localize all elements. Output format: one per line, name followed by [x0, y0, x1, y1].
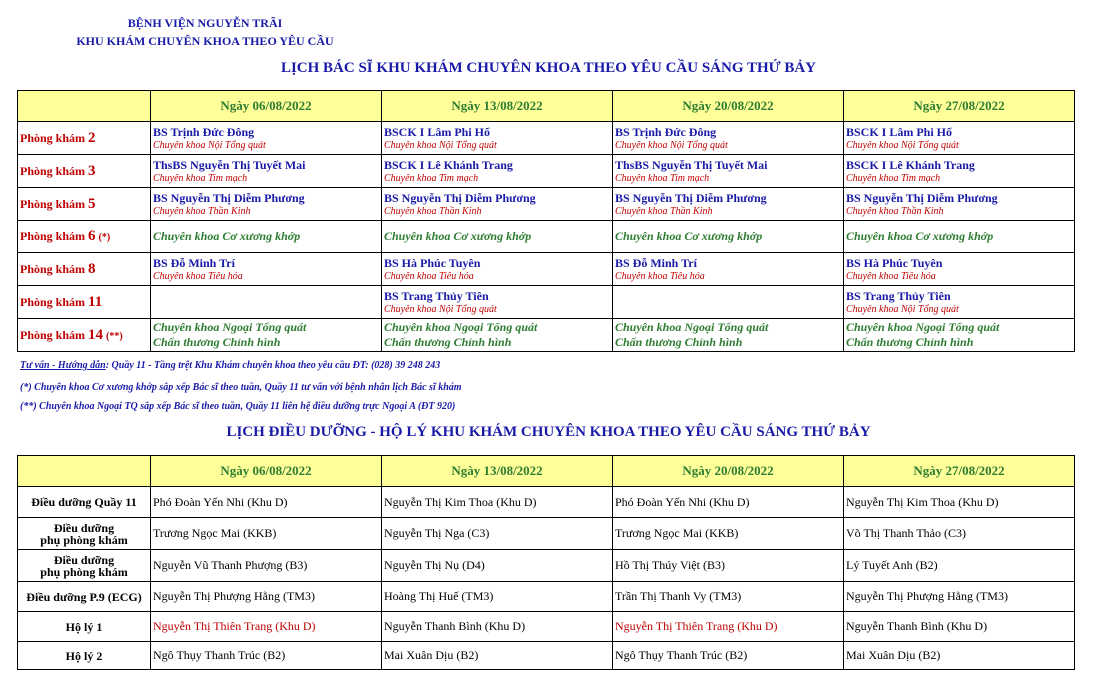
specialty-note: Chuyên khoa Cơ xương khớp [384, 229, 532, 243]
nurse-schedule-table [17, 455, 1075, 670]
staff-name: Phó Đoàn Yến Nhi (Khu D) [613, 487, 844, 518]
specialty-note: Chấn thương Chỉnh hình [384, 335, 512, 349]
specialty-note: Chấn thương Chỉnh hình [615, 335, 743, 349]
role-label: Hộ lý 2 [65, 648, 103, 663]
specialty-name: Chuyên khoa Tiêu hóa [615, 270, 705, 282]
header-corner-cell [18, 456, 151, 487]
date-header: Ngày 06/08/2022 [151, 91, 382, 122]
schedule-cell [151, 188, 382, 221]
room-label: Phòng khám [20, 327, 86, 342]
specialty-name: Chuyên khoa Thần Kinh [153, 205, 251, 217]
specialty-name: Chuyên khoa Nội Tổng quát [846, 303, 959, 315]
doctor-name: ThsBS Nguyễn Thị Tuyết Mai [153, 157, 306, 172]
room-cell [18, 253, 151, 286]
schedule-cell [844, 286, 1075, 319]
room-label: Phòng khám [20, 229, 86, 243]
specialty-name: Chuyên khoa Nội Tổng quát [384, 303, 497, 315]
room-label: Phòng khám [20, 294, 86, 309]
specialty-name: Chuyên khoa Tim mạch [615, 172, 710, 184]
schedule-cell [844, 253, 1075, 286]
schedule-cell [382, 319, 613, 352]
date-header: Ngày 27/08/2022 [844, 456, 1075, 487]
doctor-table-row [18, 286, 1075, 319]
staff-name: Trương Ngọc Mai (KKB) [613, 518, 844, 550]
room-number: 14 [88, 326, 104, 343]
schedule-cell [151, 155, 382, 188]
date-header: Ngày 06/08/2022 [151, 456, 382, 487]
doctor-name: BS Trang Thủy Tiên [384, 288, 489, 303]
doctor-name: ThsBS Nguyễn Thị Tuyết Mai [615, 157, 768, 172]
schedule-cell [613, 319, 844, 352]
staff-name: Mai Xuân Dịu (B2) [844, 642, 1075, 670]
staff-name: Nguyễn Thị Thiên Trang (Khu D) [613, 612, 844, 642]
specialty-note: Chuyên khoa Ngoại Tổng quát [846, 320, 1000, 334]
schedule-cell [844, 122, 1075, 155]
doctor-name: BS Hà Phúc Tuyên [384, 255, 481, 270]
staff-name: Hoàng Thị Huế (TM3) [382, 582, 613, 612]
nurse-table-row [18, 518, 1075, 550]
doctor-name: BS Nguyễn Thị Diễm Phương [846, 190, 998, 205]
date-header: Ngày 13/08/2022 [382, 456, 613, 487]
schedule-cell [382, 286, 613, 319]
staff-name: Ngô Thụy Thanh Trúc (B2) [613, 642, 844, 670]
contact-text: : Quầy 11 - Tầng trệt Khu Khám chuyên khoa theo yêu cầu ĐT: (028) 39 248 243 [105, 360, 441, 371]
role-label: Điều dưỡng Quầy 11 [31, 495, 137, 509]
nurse-table-row [18, 487, 1075, 518]
specialty-name: Chuyên khoa Nội Tổng quát [384, 139, 497, 151]
schedule-cell [613, 221, 844, 253]
date-header: Ngày 27/08/2022 [844, 91, 1075, 122]
staff-name: Phó Đoàn Yến Nhi (Khu D) [151, 487, 382, 518]
footnote-1: (*) Chuyên khoa Cơ xương khớp sắp xếp Bác sĩ theo tuần, Quầy 11 tư vấn với bệnh nhân lịch Bác sĩ khám [20, 382, 462, 393]
schedule-cell [151, 319, 382, 352]
room-mark: (*) [98, 232, 111, 243]
department-name: KHU KHÁM CHUYÊN KHOA THEO YÊU CẦU [76, 34, 334, 48]
staff-name: Nguyễn Thị Phượng Hằng (TM3) [844, 582, 1075, 612]
header-corner-cell [18, 91, 151, 122]
specialty-note: Chuyên khoa Ngoại Tổng quát [153, 320, 307, 334]
room-cell [18, 122, 151, 155]
schedule-cell [382, 155, 613, 188]
specialty-name: Chuyên khoa Nội Tổng quát [846, 139, 959, 151]
schedule-cell [613, 155, 844, 188]
nurse-schedule-title: LỊCH ĐIỀU DƯỠNG - HỘ LÝ KHU KHÁM CHUYÊN KHOA THEO YÊU CẦU SÁNG THỨ BẢY [226, 424, 871, 440]
doctor-name: BS Đỗ Minh Trí [615, 255, 697, 270]
room-number: 2 [88, 129, 96, 146]
doctor-table-row [18, 188, 1075, 221]
doctor-name: BS Nguyễn Thị Diễm Phương [615, 190, 767, 205]
staff-name: Nguyễn Thị Nụ (D4) [382, 550, 613, 582]
staff-name: Trương Ngọc Mai (KKB) [151, 518, 382, 550]
room-label: Phòng khám [20, 261, 86, 276]
specialty-name: Chuyên khoa Tim mạch [153, 172, 248, 184]
schedule-cell [151, 122, 382, 155]
specialty-name: Chuyên khoa Tim mạch [384, 172, 479, 184]
contact-label: Tư vấn - Hướng dẫn [20, 360, 106, 371]
role-cell [18, 642, 151, 670]
nurse-table-row [18, 612, 1075, 642]
doctor-name: BS Nguyễn Thị Diễm Phương [384, 190, 536, 205]
date-header: Ngày 13/08/2022 [382, 91, 613, 122]
role-cell [18, 487, 151, 518]
room-cell [18, 286, 151, 319]
schedule-cell [613, 188, 844, 221]
schedule-cell [151, 221, 382, 253]
specialty-note: Chuyên khoa Ngoại Tổng quát [615, 320, 769, 334]
role-cell [18, 550, 151, 582]
specialty-name: Chuyên khoa Thần Kinh [615, 205, 713, 217]
room-label: Phòng khám [20, 163, 86, 178]
doctor-table-row [18, 122, 1075, 155]
room-number: 8 [88, 260, 96, 277]
date-header: Ngày 20/08/2022 [613, 91, 844, 122]
staff-name: Hồ Thị Thúy Việt (B3) [613, 550, 844, 582]
doctor-name: BS Trịnh Đức Đông [153, 124, 255, 139]
specialty-note: Chuyên khoa Cơ xương khớp [153, 229, 301, 243]
room-number: 6 [88, 228, 96, 244]
nurse-table-row [18, 642, 1075, 670]
nurse-table-row [18, 582, 1075, 612]
doctor-table-row [18, 253, 1075, 286]
footnote-2: (**) Chuyên khoa Ngoại TQ sắp xếp Bác sĩ theo tuần, Quầy 11 liên hệ điều dưỡng trực Ngoại A (ĐT 920) [20, 401, 456, 412]
role-label: Điều dưỡng [53, 520, 115, 535]
schedule-cell [382, 221, 613, 253]
role-label: Điều dưỡng [53, 552, 115, 567]
schedule-cell [844, 188, 1075, 221]
schedule-cell [844, 319, 1075, 352]
schedule-cell [613, 286, 844, 319]
specialty-name: Chuyên khoa Thần Kinh [384, 205, 482, 217]
doctor-name: BS Hà Phúc Tuyên [846, 255, 943, 270]
doctor-name: BS Trịnh Đức Đông [615, 124, 717, 139]
room-cell [18, 188, 151, 221]
role-cell [18, 582, 151, 612]
room-label: Phòng khám [20, 196, 86, 211]
staff-name: Nguyễn Thanh Bình (Khu D) [382, 612, 613, 642]
staff-name: Nguyễn Thị Kim Thoa (Khu D) [382, 487, 613, 518]
hospital-name: BỆNH VIỆN NGUYỄN TRÃI [127, 16, 283, 30]
schedule-cell [382, 122, 613, 155]
doctor-name: BS Đỗ Minh Trí [153, 255, 235, 270]
schedule-cell [613, 122, 844, 155]
contact-note [20, 360, 440, 371]
specialty-note: Chấn thương Chỉnh hình [846, 335, 974, 349]
staff-name: Lý Tuyết Anh (B2) [844, 550, 1075, 582]
specialty-note: Chuyên khoa Cơ xương khớp [846, 229, 994, 243]
doctor-schedule-title: LỊCH BÁC SĨ KHU KHÁM CHUYÊN KHOA THEO YÊU CẦU SÁNG THỨ BẢY [280, 60, 817, 76]
room-cell [18, 319, 151, 352]
specialty-note: Chấn thương Chỉnh hình [153, 335, 281, 349]
staff-name: Võ Thị Thanh Thảo (C3) [844, 518, 1075, 550]
role-sublabel: phụ phòng khám [40, 532, 128, 547]
doctor-name: BSCK I Lâm Phi Hổ [846, 124, 953, 139]
specialty-name: Chuyên khoa Tim mạch [846, 172, 941, 184]
schedule-cell [844, 221, 1075, 253]
nurse-table-row [18, 550, 1075, 582]
room-cell [18, 155, 151, 188]
staff-name: Trần Thị Thanh Vy (TM3) [613, 582, 844, 612]
staff-name: Nguyễn Thị Thiên Trang (Khu D) [151, 612, 382, 642]
doctor-table-row [18, 319, 1075, 352]
specialty-name: Chuyên khoa Tiêu hóa [153, 270, 243, 282]
room-number: 11 [88, 293, 103, 310]
room-number: 3 [88, 162, 96, 179]
room-cell [18, 221, 151, 253]
specialty-name: Chuyên khoa Tiêu hóa [846, 270, 936, 282]
doctor-name: BS Nguyễn Thị Diễm Phương [153, 190, 305, 205]
staff-name: Nguyễn Vũ Thanh Phượng (B3) [151, 550, 382, 582]
schedule-cell [151, 286, 382, 319]
doctor-schedule-table [17, 90, 1075, 352]
specialty-name: Chuyên khoa Nội Tổng quát [615, 139, 728, 151]
staff-name: Ngô Thụy Thanh Trúc (B2) [151, 642, 382, 670]
staff-name: Nguyễn Thị Phượng Hằng (TM3) [151, 582, 382, 612]
specialty-note: Chuyên khoa Ngoại Tổng quát [384, 320, 538, 334]
doctor-name: BSCK I Lê Khánh Trang [384, 157, 513, 172]
room-label: Phòng khám [20, 130, 86, 145]
schedule-cell [844, 155, 1075, 188]
hospital-header [60, 14, 350, 50]
schedule-cell [382, 253, 613, 286]
staff-name: Nguyễn Thị Kim Thoa (Khu D) [844, 487, 1075, 518]
specialty-name: Chuyên khoa Tiêu hóa [384, 270, 474, 282]
role-sublabel: phụ phòng khám [40, 564, 128, 579]
specialty-note: Chuyên khoa Cơ xương khớp [615, 229, 763, 243]
role-label: Điều dưỡng P.9 (ECG) [26, 589, 142, 604]
role-cell [18, 612, 151, 642]
role-cell [18, 518, 151, 550]
doctor-table-header-row [18, 91, 1075, 122]
doctor-name: BS Trang Thủy Tiên [846, 288, 951, 303]
specialty-name: Chuyên khoa Nội Tổng quát [153, 139, 266, 151]
doctor-table-row [18, 221, 1075, 253]
staff-name: Nguyễn Thanh Bình (Khu D) [844, 612, 1075, 642]
role-label: Hộ lý 1 [65, 619, 103, 634]
nurse-table-header-row [18, 456, 1075, 487]
specialty-name: Chuyên khoa Thần Kinh [846, 205, 944, 217]
doctor-table-row [18, 155, 1075, 188]
room-mark: (**) [106, 330, 123, 342]
staff-name: Nguyễn Thị Nga (C3) [382, 518, 613, 550]
room-number: 5 [88, 195, 96, 212]
schedule-cell [613, 253, 844, 286]
schedule-cell [382, 188, 613, 221]
doctor-name: BSCK I Lâm Phi Hổ [384, 124, 491, 139]
schedule-cell [151, 253, 382, 286]
doctor-name: BSCK I Lê Khánh Trang [846, 157, 975, 172]
date-header: Ngày 20/08/2022 [613, 456, 844, 487]
staff-name: Mai Xuân Dịu (B2) [382, 642, 613, 670]
